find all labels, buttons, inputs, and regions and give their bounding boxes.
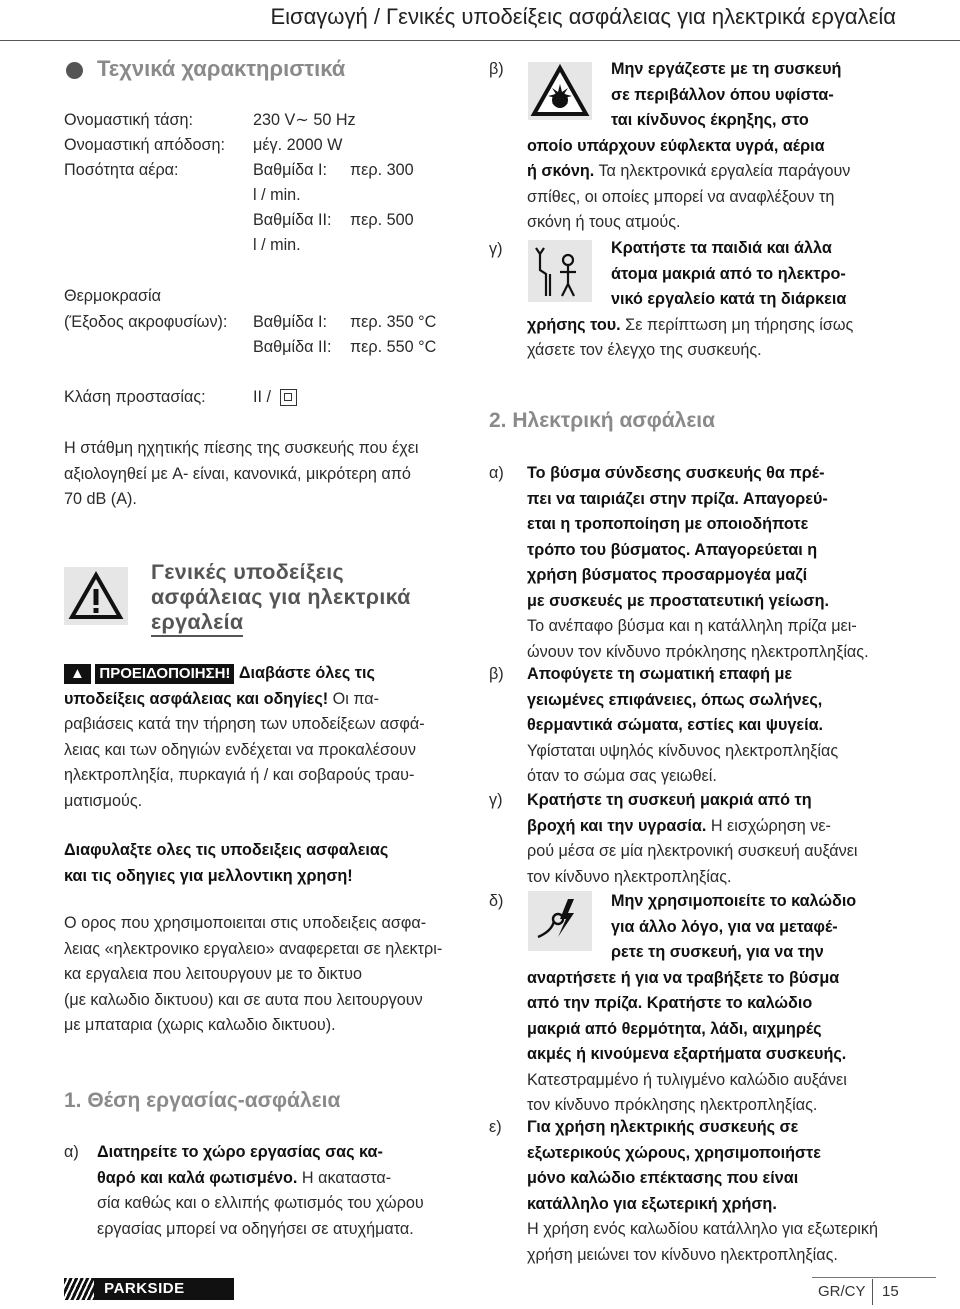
- c-line-4: [527, 313, 937, 339]
- term-line-5: με μπαταρια (χωρις καλωδιο δικτυου).: [64, 1016, 336, 1034]
- s2-c-marker: γ): [489, 791, 503, 809]
- section1-a-text: [97, 1140, 477, 1242]
- header-title: Εισαγωγή / Γενικές υποδείξεις ασφάλειας για ηλεκτρικά εργαλεία: [270, 4, 896, 29]
- c-rest-1: χάσετε τον έλεγχο της συσκευής.: [527, 341, 762, 359]
- noise-line-2: αξιολογηθεί με A- είναι, κανονικά, μικρότερη από: [64, 464, 411, 483]
- s2-e-bold-4: κατάλληλο για εξωτερική χρήση.: [527, 1194, 777, 1213]
- s2-d-bold-2: για άλλο λόγο, για να μεταφέ-: [611, 917, 838, 936]
- warning-read-text: Διαβάστε όλες τις: [238, 664, 375, 682]
- noise-paragraph: [64, 436, 464, 513]
- b-bold-5: ή σκόνη.: [527, 162, 595, 180]
- b-bold-3: ται κίνδυνος έκρηξης, στο: [611, 111, 809, 129]
- c-marker: γ): [489, 240, 503, 258]
- section1-a-inline: Η ακαταστα-: [297, 1168, 392, 1187]
- s2-b-marker: β): [489, 665, 504, 683]
- protection-class-value: II /: [253, 388, 271, 406]
- s2-e-marker: ε): [489, 1118, 502, 1136]
- c-text: [527, 236, 937, 364]
- c-bold-1: Κρατήστε τα παιδιά και άλλα: [611, 239, 832, 257]
- s2-e-rest-2: χρήση μειώνει τον κίνδυνο ηλεκτροπληξίας.: [527, 1245, 838, 1264]
- section2-heading: 2. Ηλεκτρική ασφάλεια: [489, 409, 716, 432]
- s2-d-bold-6: μακριά από θερμότητα, λάδι, αιχμηρές: [527, 1019, 822, 1038]
- general-heading-line-2: ασφάλειας για ηλεκτρικά: [151, 585, 411, 609]
- s2-a-rest-1: Το ανέπαφο βύσμα και η κατάλληλη πρίζα μει-: [527, 617, 857, 635]
- tech-temp-value2: περ. 550 °C: [350, 338, 437, 356]
- s2-a-bold-4: τρόπο του βύσματος. Απαγορεύεται η: [527, 540, 818, 559]
- term-line-2: λειας «ηλεκτρονικο εργαλειο» αναφερεται σε ηλεκτρι-: [64, 939, 443, 958]
- tech-bullet-icon: [66, 62, 83, 79]
- s2-a-bold-2: πει να ταιριάζει στην πρίζα. Απαγορεύ-: [527, 489, 828, 508]
- s2-d-marker: δ): [489, 892, 504, 910]
- b-rest-1: σπίθες, οι οποίες μπορεί να αναφλέξουν τη: [527, 187, 835, 206]
- s2-e-text: [527, 1115, 947, 1268]
- page-box-border: [812, 1277, 936, 1308]
- language-code: GR/CY: [818, 1283, 866, 1300]
- s2-a-rest-2: ώνουν τον κίνδυνο πρόκλησης ηλεκτροπληξίας.: [527, 642, 869, 661]
- warning-read-text-2: υποδείξεις ασφάλειας και οδηγίες!: [64, 689, 329, 708]
- tech-air-unit2: l / min.: [253, 236, 301, 254]
- warning-line-2: [64, 687, 474, 713]
- s2-c-bold-1: Κρατήστε τη συσκευή μακριά από τη: [527, 791, 812, 809]
- double-insulation-icon: [280, 389, 297, 406]
- s2-a-bold-5: χρήση βύσματος προσαρμογέα μαζί: [527, 566, 808, 584]
- s2-d-rest-1: Κατεστραμμένο ή τυλιγμένο καλώδιο αυξάνει: [527, 1070, 847, 1089]
- b-marker: β): [489, 60, 504, 78]
- section1-a-bold-1: Διατηρείτε το χώρο εργασίας σας κα-: [97, 1143, 383, 1161]
- tech-air-value2: περ. 500: [350, 211, 414, 229]
- noise-line-3: 70 dB (A).: [64, 490, 137, 508]
- tech-label-voltage: Ονομαστική τάση:: [64, 111, 193, 129]
- tech-temp-value1: περ. 350 °C: [350, 313, 437, 331]
- b-bold-4: οποίο υπάρχουν εύφλεκτα υγρά, αέρια: [527, 136, 825, 155]
- warning-line-2-rest: Οι πα-: [328, 689, 380, 708]
- logo-stripes-icon: [64, 1278, 94, 1300]
- b-bold-1: Μην εργάζεστε με τη συσκευή: [611, 60, 842, 78]
- tech-air-value1: περ. 300: [350, 161, 414, 179]
- s2-c-bold-2: βροχή και την υγρασία.: [527, 816, 707, 835]
- c-inline: Σε περίπτωση μη τήρησης ίσως: [620, 315, 854, 334]
- section1-a-line-2: [97, 1166, 477, 1192]
- warning-line-3: ραβιάσεις κατά την τήρηση των υποδείξεων ασφά-: [64, 715, 425, 733]
- s2-a-bold-6: με συσκευές με προστατευτική γείωση.: [527, 591, 829, 610]
- warning-paragraph: [64, 661, 474, 814]
- s2-d-text: [527, 889, 947, 1119]
- b-line-5: [527, 159, 937, 185]
- s2-a-marker: α): [489, 464, 504, 482]
- warning-line-6: ματισμούς.: [64, 791, 143, 810]
- s2-b-text: [527, 662, 947, 790]
- section1-heading: 1. Θέση εργασίας-ασφάλεια: [64, 1089, 341, 1112]
- section1-a-rest-2: εργασίας μπορεί να οδηγήσει σε ατυχήματα.: [97, 1219, 414, 1238]
- tech-air-stage1: Βαθμίδα I:: [253, 161, 327, 179]
- b-inline: Τα ηλεκτρονικά εργαλεία παράγουν: [594, 162, 851, 180]
- tech-air-stage2: Βαθμίδα II:: [253, 211, 332, 229]
- tech-value-voltage: 230 V∼ 50 Hz: [253, 111, 356, 129]
- tech-temp-stage1: Βαθμίδα I:: [253, 313, 327, 331]
- s2-c-rest-2: τον κίνδυνο ηλεκτροπληξίας.: [527, 867, 732, 886]
- b-bold-2: σε περιβάλλον όπου υφίστα-: [611, 85, 834, 104]
- s2-d-bold-7: ακμές ή κινούμενα εξαρτήματα συσκευής.: [527, 1045, 847, 1063]
- tech-label-air: Ποσότητα αέρα:: [64, 161, 179, 179]
- s2-c-inline: Η εισχώρηση νε-: [706, 816, 831, 835]
- term-line-4: (με καλωδιο δικτυου) και σε αυτα που λειτουργουν: [64, 990, 423, 1009]
- s2-b-rest-1: Υφίσταται υψηλός κίνδυνος ηλεκτροπληξίας: [527, 741, 839, 760]
- s2-b-rest-2: όταν το σώμα σας γειωθεί.: [527, 767, 717, 785]
- keep-line-1: Διαφυλαξτε ολες τις υποδειξεις ασφαλειας: [64, 841, 389, 859]
- term-line-3: κα εργαλεια που λειτουργουν με το δικτυο: [64, 965, 363, 983]
- s2-e-bold-2: εξωτερικούς χώρους, χρησιμοποιήστε: [527, 1143, 821, 1162]
- c-bold-3: νικό εργαλείο κατά τη διάρκεια: [611, 290, 847, 308]
- s2-d-bold-4: αναρτήσετε ή για να τραβήξετε το βύσμα: [527, 968, 840, 987]
- s2-e-bold-3: μόνο καλώδιο επέκτασης που είναι: [527, 1169, 799, 1187]
- warning-line-5: ηλεκτροπληξία, πυρκαγιά ή / και σοβαρούς τραυ-: [64, 766, 415, 784]
- s2-d-bold-1: Μην χρησιμοποιείτε το καλώδιο: [611, 892, 857, 910]
- section1-a-marker: α): [64, 1143, 79, 1161]
- s2-c-rest-1: ρού μέσα σε μία ηλεκτρονική συσκευή αυξάνει: [527, 842, 858, 860]
- s2-c-text: [527, 788, 947, 890]
- tech-value-power: μέγ. 2000 W: [253, 136, 343, 154]
- term-line-1: Ο ορος που χρησιμοποιειται στις υποδειξεις ασφα-: [64, 914, 427, 932]
- s2-a-bold-1: Το βύσμα σύνδεσης συσκευής θα πρέ-: [527, 464, 825, 482]
- warning-badge: ΠΡΟΕΙΔΟΠΟΙΗΣΗ!: [95, 664, 234, 684]
- warning-line-4: λειας και των οδηγιών ενδέχεται να προκαλέσουν: [64, 740, 416, 759]
- section1-a-rest-1: σία καθώς και ο ελλιπής φωτισμός του χώρου: [97, 1194, 424, 1212]
- section1-a-bold-2: θαρό και καλά φωτισμένο.: [97, 1168, 298, 1187]
- general-safety-heading: [151, 560, 411, 637]
- tech-label-temp-outlet: (Έξοδος ακροφυσίων):: [64, 313, 228, 331]
- c-bold-4: χρήσης του.: [527, 315, 621, 334]
- general-heading-line-3: εργαλεία: [151, 610, 243, 637]
- page-header: [0, 0, 960, 41]
- warning-badge-icon: ▲: [64, 664, 91, 684]
- warning-line-1: [64, 661, 474, 687]
- tech-heading: Τεχνικά χαρακτηριστικά: [97, 56, 346, 81]
- b-text: [527, 57, 937, 236]
- warning-triangle-icon: [64, 567, 128, 625]
- tech-label-power: Ονομαστική απόδοση:: [64, 136, 225, 154]
- s2-c-line-2: [527, 814, 947, 840]
- tech-temp-stage2: Βαθμίδα II:: [253, 338, 332, 356]
- parkside-logo: [64, 1278, 234, 1300]
- s2-b-bold-3: θερμαντικά σώματα, εστίες και ψυγεία.: [527, 716, 824, 734]
- page-number: 15: [882, 1283, 899, 1300]
- b-rest-2: σκόνη ή τους ατμούς.: [527, 213, 681, 231]
- brand-name: PARKSIDE: [104, 1280, 185, 1297]
- protection-class-label: Κλάση προστασίας:: [64, 388, 206, 406]
- s2-b-bold-2: γειωμένες επιφάνειες, όπως σωλήνες,: [527, 690, 823, 709]
- noise-line-1: Η στάθμη ηχητικής πίεσης της συσκευής που έχει: [64, 439, 419, 457]
- tech-air-unit1: l / min.: [253, 186, 301, 204]
- c-bold-2: άτομα μακριά από το ηλεκτρο-: [611, 264, 846, 283]
- term-paragraph: [64, 911, 484, 1039]
- s2-e-rest-1: Η χρήση ενός καλωδίου κατάλληλο για εξωτερική: [527, 1220, 878, 1238]
- s2-e-bold-1: Για χρήση ηλεκτρικής συσκευής σε: [527, 1118, 799, 1136]
- s2-d-rest-2: τον κίνδυνο πρόκλησης ηλεκτροπληξίας.: [527, 1096, 818, 1114]
- s2-a-text: [527, 461, 947, 665]
- keep-instructions: [64, 838, 484, 889]
- s2-d-bold-5: από την πρίζα. Κρατήστε το καλώδιο: [527, 994, 813, 1012]
- s2-a-bold-3: εται η τροποποίηση με οποιοδήποτε: [527, 515, 809, 533]
- s2-d-bold-3: ρετε τη συσκευή, για να την: [611, 943, 824, 961]
- general-heading-line-1: Γενικές υποδείξεις: [151, 560, 344, 584]
- s2-b-bold-1: Αποφύγετε τη σωματική επαφή με: [527, 665, 793, 683]
- keep-line-2: και τις οδηγιες για μελλοντικη χρηση!: [64, 866, 353, 885]
- tech-label-temp: Θερμοκρασία: [64, 287, 161, 305]
